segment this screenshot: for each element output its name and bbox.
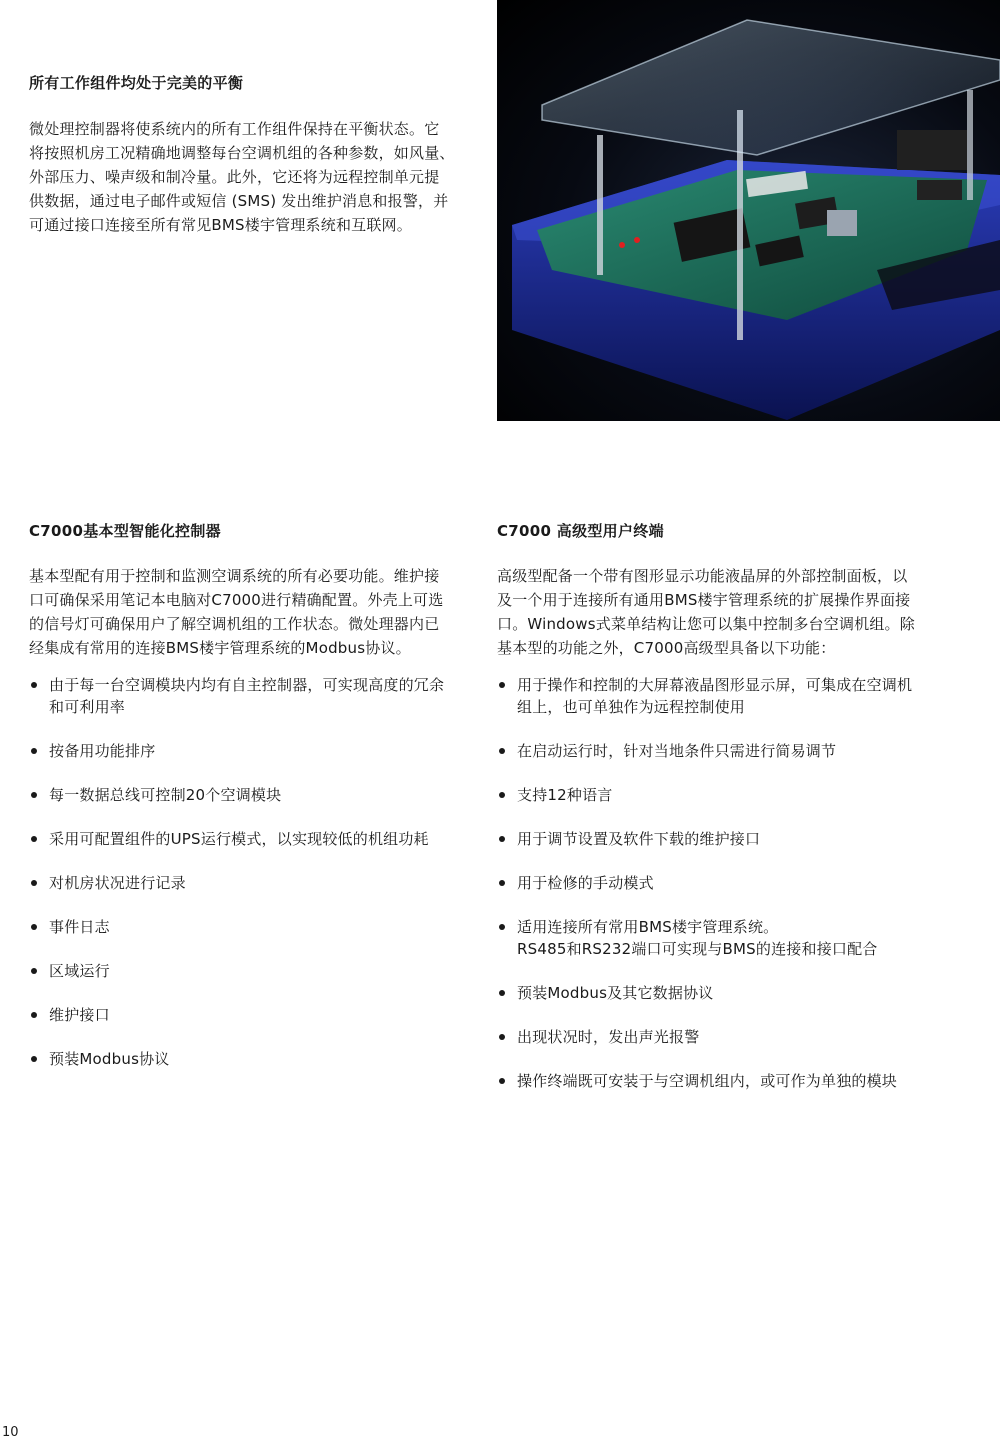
bullet-line: 在启动运行时，针对当地条件只需进行简易调节 [517,742,837,760]
bullet-line: 按备用功能排序 [49,742,156,760]
paragraph-line: 外部压力、噪声级和制冷量。此外，它还将为远程控制单元提 [29,168,440,186]
paragraph-line: 将按照机房工况精确地调整每台空调机组的各种参数，如风量、 [29,144,455,162]
bullet-line: 预装Modbus及其它数据协议 [517,984,714,1002]
bullet-line: 用于操作和控制的大屏幕液晶图形显示屏，可集成在空调机 [517,676,913,694]
bullet-item [497,982,947,1004]
bullet-item [497,784,947,806]
left-feature-list [29,674,479,1092]
bullet-line: 预装Modbus协议 [49,1050,170,1068]
bullet-line: 采用可配置组件的UPS运行模式，以实现较低的机组功耗 [49,830,429,848]
bullet-item [29,960,479,982]
top-heading: 所有工作组件均处于完美的平衡 [29,74,244,92]
paragraph-line: 微处理控制器将使系统内的所有工作组件保持在平衡状态。它 [29,120,440,138]
paragraph-line: 高级型配备一个带有图形显示功能液晶屏的外部控制面板，以 [497,567,908,585]
right-feature-list [497,674,947,1114]
bullet-item [497,1070,947,1092]
bullet-line: 支持12种语言 [517,786,613,804]
bullet-item [29,1004,479,1026]
bullet-line: RS485和RS232端口可实现与BMS的连接和接口配合 [517,940,878,958]
bullet-item [29,1048,479,1070]
bullet-line: 用于检修的手动模式 [517,874,654,892]
bullet-item [497,740,947,762]
left-paragraph [29,564,479,660]
bullet-line: 由于每一台空调模块内均有自主控制器，可实现高度的冗余 [49,676,445,694]
bullet-item [497,828,947,850]
bullet-line: 操作终端既可安装于与空调机组内，或可作为单独的模块 [517,1072,898,1090]
bullet-item [29,872,479,894]
bullet-item [29,828,479,850]
bullet-line: 维护接口 [49,1006,110,1024]
paragraph-line: 基本型配有用于控制和监测空调系统的所有必要功能。维护接 [29,567,440,585]
paragraph-line: 及一个用于连接所有通用BMS楼宇管理系统的扩展操作界面接 [497,591,911,609]
bullet-line: 对机房状况进行记录 [49,874,186,892]
circuit-board-photo [497,0,1000,421]
bullet-item [497,872,947,894]
bullet-item [29,916,479,938]
right-heading: C7000 高级型用户终端 [497,522,664,540]
bullet-line: 用于调节设置及软件下载的维护接口 [517,830,761,848]
bullet-line: 出现状况时，发出声光报警 [517,1028,700,1046]
bullet-line: 事件日志 [49,918,110,936]
paragraph-line: 基本型的功能之外，C7000高级型具备以下功能： [497,639,836,657]
page-number: 10 [2,1425,19,1440]
bullet-line: 区域运行 [49,962,110,980]
bullet-item [29,674,479,718]
bullet-item [497,1026,947,1048]
paragraph-line: 口可确保采用笔记本电脑对C7000进行精确配置。外壳上可选 [29,591,444,609]
paragraph-line: 经集成有常用的连接BMS楼宇管理系统的Modbus协议。 [29,639,411,657]
bullet-line: 和可利用率 [49,698,126,716]
top-paragraph [29,117,479,237]
bullet-line: 适用连接所有常用BMS楼宇管理系统。 [517,918,779,936]
bullet-item [29,784,479,806]
paragraph-line: 供数据，通过电子邮件或短信 (SMS) 发出维护消息和报警，并 [29,192,449,210]
bullet-item [29,740,479,762]
bullet-item [497,674,947,718]
circuit-board-photo-icon [497,0,1000,421]
paragraph-line: 的信号灯可确保用户了解空调机组的工作状态。微处理器内已 [29,615,440,633]
bullet-line: 组上，也可单独作为远程控制使用 [517,698,746,716]
right-paragraph [497,564,947,660]
left-heading: C7000基本型智能化控制器 [29,522,221,540]
paragraph-line: 可通过接口连接至所有常见BMS楼宇管理系统和互联网。 [29,216,412,234]
bullet-item [497,916,947,960]
paragraph-line: 口。Windows式菜单结构让您可以集中控制多台空调机组。除 [497,615,915,633]
bullet-line: 每一数据总线可控制20个空调模块 [49,786,282,804]
